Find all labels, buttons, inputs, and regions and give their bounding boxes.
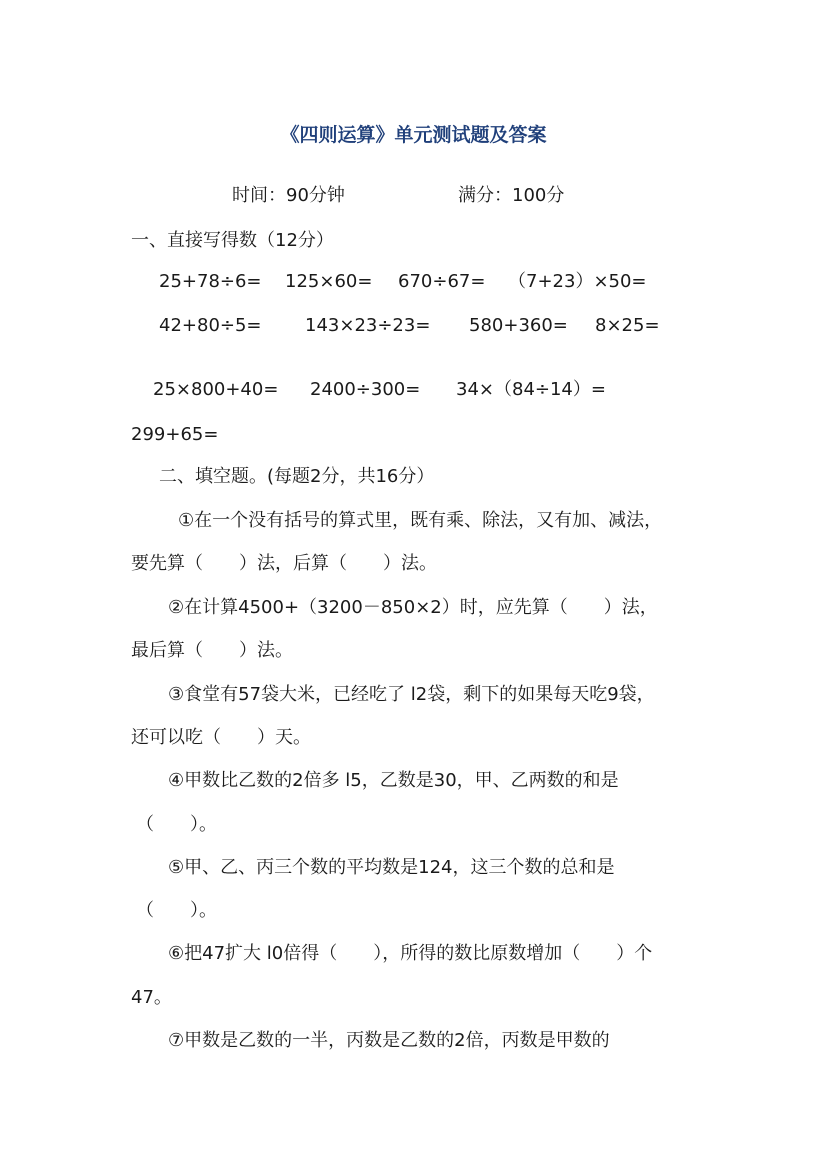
section2-heading: 二、填空题。(每题2分，共16分）	[159, 466, 435, 487]
calc-item: 2400÷300=	[310, 379, 421, 400]
question-3-line2: 还可以吃（ ）天。	[131, 727, 311, 748]
question-1-line1: ①在一个没有括号的算式里，既有乘、除法，又有加、减法，	[178, 510, 663, 531]
question-3-line1: ③食堂有57袋大米，已经吃了 l2袋，剩下的如果每天吃9袋，	[168, 684, 655, 705]
page-title: 《四则运算》单元测试题及答案	[280, 124, 547, 146]
section1-heading: 一、直接写得数（12分）	[131, 230, 334, 251]
calc-item: 34×（84÷14）=	[456, 379, 606, 400]
question-5-line2: （ ）。	[136, 900, 217, 921]
full-score: 满分：100分	[458, 185, 565, 206]
time-limit: 时间：90分钟	[232, 185, 345, 206]
calc-item: （7+23）×50=	[508, 271, 647, 292]
calc-item: 125×60=	[285, 271, 373, 292]
calc-item: 25+78÷6=	[159, 271, 262, 292]
calc-item: 580+360=	[469, 315, 568, 336]
calc-item: 25×800+40=	[153, 379, 279, 400]
calc-item: 8×25=	[595, 315, 660, 336]
calc-item: 670÷67=	[398, 271, 486, 292]
question-1-line2: 要先算（ ）法，后算（ ）法。	[131, 553, 437, 574]
question-5-line1: ⑤甲、乙、丙三个数的平均数是124，这三个数的总和是	[168, 857, 615, 878]
calc-item: 143×23÷23=	[305, 315, 431, 336]
calc-item: 42+80÷5=	[159, 315, 262, 336]
question-2-line2: 最后算（ ）法。	[131, 640, 293, 661]
question-6-line1: ⑥把47扩大 l0倍得（ ），所得的数比原数增加（ ）个	[168, 943, 653, 964]
question-4-line2: （ ）。	[136, 814, 217, 835]
question-7-line1: ⑦甲数是乙数的一半，丙数是乙数的2倍，丙数是甲数的	[168, 1030, 610, 1051]
calc-item: 299+65=	[131, 424, 219, 445]
question-4-line1: ④甲数比乙数的2倍多 l5，乙数是30，甲、乙两数的和是	[168, 770, 619, 791]
question-2-line1: ②在计算4500+（3200－850×2）时，应先算（ ）法，	[168, 597, 658, 618]
question-6-line2: 47。	[131, 987, 172, 1008]
